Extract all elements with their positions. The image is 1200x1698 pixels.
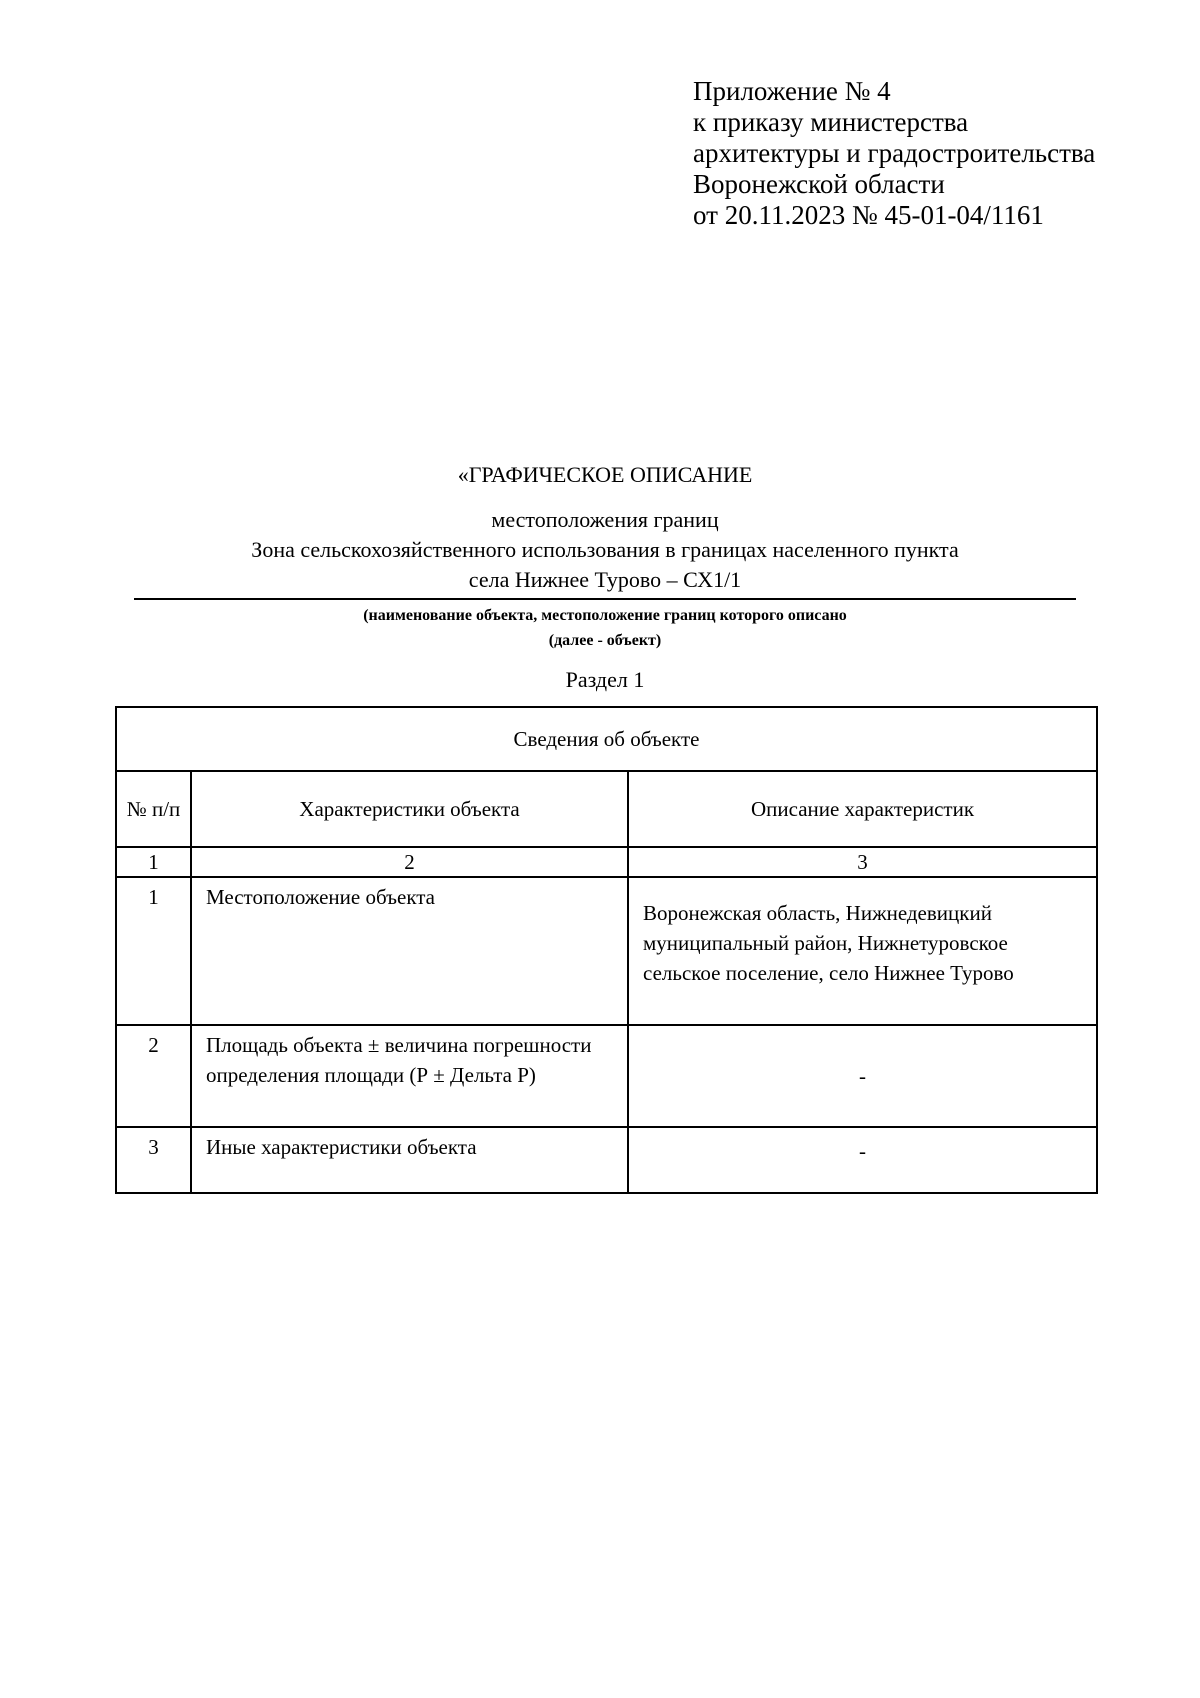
column-number: 1	[116, 847, 191, 877]
subtitle-line: местоположения границ	[491, 507, 719, 532]
caption-line: (наименование объекта, местоположение границ которого описано	[363, 607, 847, 624]
row-description: Воронежская область, Нижнедевицкий муниципальный район, Нижнетуровское сельское поселение, село Нижнее Турово	[628, 877, 1097, 1025]
row-number: 1	[116, 877, 191, 1025]
subtitle-line: Зона сельскохозяйственного использования в границах населенного пункта	[251, 537, 959, 562]
appendix-line: от 20.11.2023 № 45-01-04/1161	[693, 200, 1044, 230]
object-info-table	[115, 706, 1098, 1194]
row-characteristic: Площадь объекта ± величина погрешности определения площади (Р ± Дельта Р)	[191, 1025, 628, 1127]
table-row	[116, 1127, 1097, 1193]
object-caption	[130, 603, 1080, 653]
column-header-row	[116, 771, 1097, 847]
caption-line: (далее - объект)	[548, 632, 662, 649]
section-label: Раздел 1	[565, 667, 645, 692]
table-heading-row	[116, 707, 1097, 771]
row-number: 3	[116, 1127, 191, 1193]
column-header-description: Описание характеристик	[628, 771, 1097, 847]
table-row	[116, 1025, 1097, 1127]
column-number-row	[116, 847, 1097, 877]
appendix-reference	[693, 76, 1095, 231]
row-characteristic: Местоположение объекта	[191, 877, 628, 1025]
appendix-line: Воронежской области	[693, 169, 945, 199]
table-row	[116, 877, 1097, 1025]
row-description: -	[628, 1025, 1097, 1127]
appendix-line: архитектуры и градостроительства	[693, 138, 1096, 168]
document-title: «ГРАФИЧЕСКОЕ ОПИСАНИЕ	[457, 462, 753, 487]
column-number: 3	[628, 847, 1097, 877]
subtitle-line: села Нижнее Турово – СХ1/1	[468, 567, 742, 592]
table-heading: Сведения об объекте	[116, 707, 1097, 771]
row-description: -	[628, 1127, 1097, 1193]
row-number: 2	[116, 1025, 191, 1127]
title-underline	[134, 598, 1076, 600]
column-number: 2	[191, 847, 628, 877]
document-subtitle	[130, 505, 1080, 595]
row-characteristic: Иные характеристики объекта	[191, 1127, 628, 1193]
column-header-num: № п/п	[116, 771, 191, 847]
column-header-characteristics: Характеристики объекта	[191, 771, 628, 847]
appendix-line: Приложение № 4	[693, 76, 891, 106]
appendix-line: к приказу министерства	[693, 107, 969, 137]
